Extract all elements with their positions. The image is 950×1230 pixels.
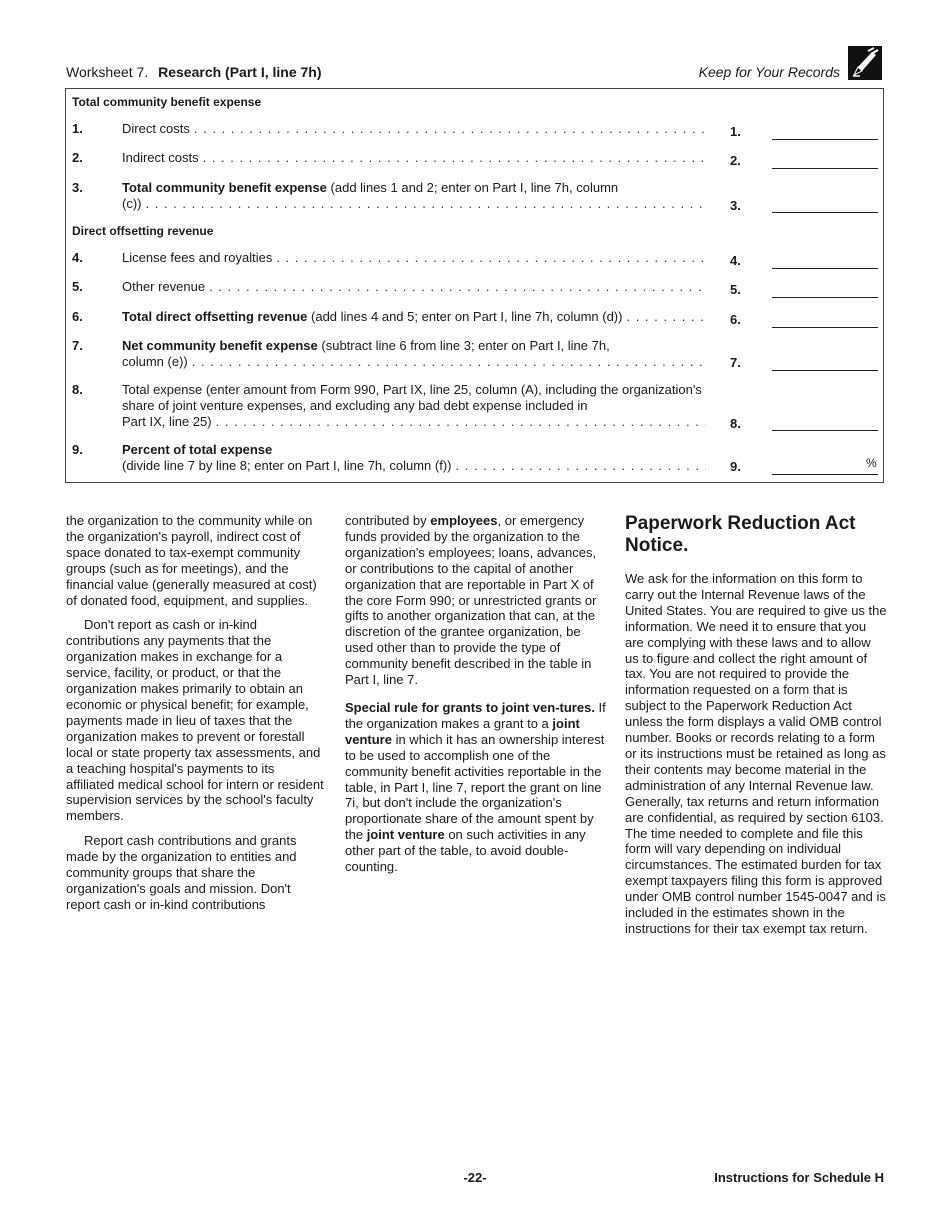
row-number: 5.: [72, 279, 83, 294]
row-label: 5.: [730, 282, 741, 297]
amount-field-line-7[interactable]: [772, 369, 878, 371]
worksheet-number: Worksheet 7.: [66, 64, 149, 80]
paragraph: the organization to the community while on the organization's payroll, indirect cost of space donated to tax-exempt community groups (such as for meetings), and the financial value (generally measured at cost) of donated food, equipment, and supplies.: [66, 513, 317, 608]
row-number: 8.: [72, 382, 83, 397]
row-number: 7.: [72, 338, 83, 353]
row-number: 1.: [72, 121, 83, 136]
row-text: Total expense (enter amount from Form 990, Part IX, line 25, column (A), including the organization's share of joint venture expenses, and excluding any bad debt expense included in: [122, 382, 702, 413]
paperwork-notice-title: Paperwork Reduction Act Notice.: [625, 513, 856, 556]
amount-field-line-2[interactable]: [772, 167, 878, 169]
keep-records-note: Keep for Your Records: [698, 64, 840, 80]
worksheet-title: Research (Part I, line 7h): [158, 64, 322, 80]
row-text: Indirect costs: [122, 150, 199, 165]
text-run-bold: joint venture: [345, 715, 580, 747]
row-text: Other revenue: [122, 279, 206, 294]
row-text: Direct costs: [122, 121, 190, 136]
pen-icon: [848, 46, 882, 80]
text-run: in which it has an ownership interest to be used to accomplish one of the community benefit activities reportable in the table, in Part I, line 7, report the grant on line 7i, but don't include the organization's proportionate share of the amount spent by the: [345, 731, 605, 843]
special-rule-heading: Special rule for grants to joint ven-tures.: [345, 699, 595, 715]
row-text: (add lines 4 and 5; enter on Part I, line 7h, column (d)): [307, 309, 623, 324]
text-column-3: [625, 513, 887, 946]
row-text: (add lines 1 and 2; enter on Part I, line 7h, column: [326, 180, 619, 195]
text-column-2: [345, 513, 607, 884]
paperwork-notice-body: We ask for the information on this form to carry out the Internal Revenue laws of the United States. You are required to give us the information. We need it to ensure that you are complying with these laws and to allow us to figure and collect the right amount of tax. You are not required to provide the information requested on a form that is subject to the Paperwork Reduction Act unless the form displays a valid OMB control number. Books or records relating to a form or its instructions must be retained as long as their contents may become material in the administration of any Internal Revenue law. Generally, tax returns and return information are confidential, as required by section 6103. The time needed to complete and file this form will vary depending on individual circumstances. The estimated burden for tax exempt taxpayers filing this form is approved under OMB control number 1545-0047 and is included in the estimates shown in the instructions for their tax exempt tax return.: [625, 571, 887, 936]
row-text-bold: Net community benefit expense: [122, 338, 318, 353]
percent-field-line-9[interactable]: [772, 473, 878, 475]
row-number: 3.: [72, 180, 83, 195]
text-column-1: [66, 513, 326, 922]
worksheet-header: [66, 64, 322, 80]
text-run-bold: employees: [430, 513, 498, 528]
amount-field-line-1[interactable]: [772, 138, 878, 140]
row-text-last: (c)): [122, 196, 142, 211]
amount-field-line-4[interactable]: [772, 267, 878, 269]
paragraph: [345, 513, 607, 688]
row-label: 9.: [730, 459, 741, 474]
paragraph: Don't report as cash or in-kind contributions any payments that the organization makes in exchange for a service, facility, or product, or that the organization makes primarily to obtain an economic or physical benefit; for example, payments made in lieu of taxes that the organization makes to prevent or forestall local or state property tax assessments, and a teaching hospital's payments to its affiliated medical school for intern or resident supervision services by the school's faculty members.: [66, 617, 324, 824]
row-text-last: Part IX, line 25): [122, 414, 212, 429]
row-text: (subtract line 6 from line 3; enter on Part I, line 7h,: [317, 338, 610, 353]
paragraph: [345, 700, 607, 875]
paragraph: Report cash contributions and grants made by the organization to entities and community groups that share the organization's goals and mission. Don't report cash or in-kind contributions: [66, 833, 297, 912]
row-label: 3.: [730, 198, 741, 213]
row-number: 4.: [72, 250, 83, 265]
section-heading-total-expense: Total community benefit expense: [72, 95, 262, 109]
row-number: 6.: [72, 309, 83, 324]
row-text-last: (divide line 7 by line 8; enter on Part I, line 7h, column (f)): [122, 458, 452, 473]
page-number: -22-: [463, 1170, 487, 1185]
row-text-last: column (e)): [122, 354, 188, 369]
row-label: 6.: [730, 312, 741, 327]
row-text-bold: Percent of total expense: [122, 442, 273, 457]
amount-field-line-5[interactable]: [772, 296, 878, 298]
amount-field-line-3[interactable]: [772, 211, 878, 213]
text-run: contributed by: [345, 513, 431, 528]
row-label: 2.: [730, 153, 741, 168]
row-number: 2.: [72, 150, 83, 165]
row-number: 9.: [72, 442, 83, 457]
row-text: License fees and royalties: [122, 250, 273, 265]
amount-field-line-6[interactable]: [772, 326, 878, 328]
text-run: , or emergency funds provided by the organization to the organization's employees; loans, advances, or contributions to the capital of another organization that are reportable in Part X of the core Form 990; or unrestricted grants or gifts to another organization that can, at the discretion of the grantee organization, be used other than to provide the type of community benefit described in the table in Part I, line 7.: [345, 513, 597, 688]
row-text-bold: Total community benefit expense: [122, 180, 327, 195]
percent-unit: %: [866, 456, 877, 470]
row-label: 1.: [730, 124, 741, 139]
amount-field-line-8[interactable]: [772, 429, 878, 431]
text-run: If the organization makes a grant to a: [345, 699, 606, 731]
text-run: on such activities in any other part of the table, to avoid double-counting.: [345, 827, 586, 875]
row-label: 4.: [730, 253, 741, 268]
text-run-bold: joint venture: [366, 827, 445, 843]
row-text-bold: Total direct offsetting revenue: [122, 309, 308, 324]
footer-title: Instructions for Schedule H: [714, 1170, 884, 1185]
section-heading-offsetting-revenue: Direct offsetting revenue: [72, 224, 214, 238]
row-label: 7.: [730, 355, 741, 370]
row-label: 8.: [730, 416, 741, 431]
